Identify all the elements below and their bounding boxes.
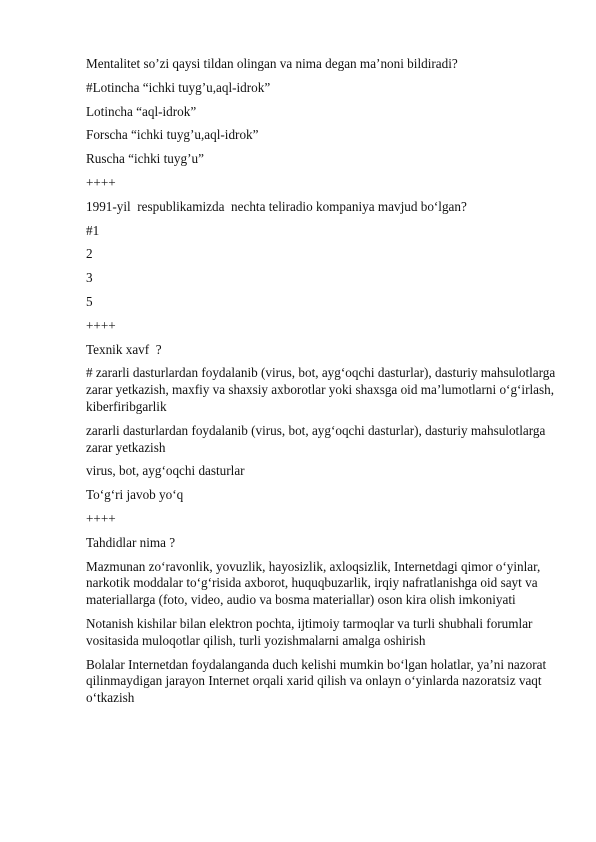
question-4-option: Mazmunan zo‘ravonlik, yovuzlik, hayosizlik, axloqsizlik, Internetdagi qimor o‘yinlar, narkotik moddalar to‘g‘risida axborot, huquqbuzarlik, irqiy nafratlanishga oid sayt va materiallarga (foto, video, audio va bosma materiallar) oson kira olish imkoniyati	[86, 558, 544, 608]
question-3-option: virus, bot, ayg‘oqchi dasturlar	[86, 463, 245, 479]
question-separator: ++++	[86, 317, 116, 333]
question-1-text: Mentalitet so’zi qaysi tildan olingan va nima degan ma’noni bildiradi?	[86, 56, 458, 71]
document-body	[86, 56, 559, 714]
question-2-text: 1991-yil respublikamizda nechta teliradio kompaniya mavjud bo‘lgan?	[86, 198, 467, 214]
question-4-text: Tahdidlar nima ?	[86, 534, 176, 550]
question-separator: ++++	[86, 174, 116, 190]
question-3-option: zararli dasturlardan foydalanib (virus, bot, ayg‘oqchi dasturlar), dasturiy mahsulotlarga zarar yetkazish	[86, 422, 549, 455]
question-2-correct-answer: #1	[86, 222, 100, 238]
question-2-option: 5	[86, 293, 93, 309]
question-4-option: Bolalar Internetdan foydalanganda duch kelishi mumkin bo‘lgan holatlar, ya’ni nazorat qilinmaydigan jarayon Internet orqali xarid qilish va onlayn o‘yinlarda nazoratsiz vaqt o‘tkazish	[86, 656, 550, 706]
question-4-option: Notanish kishilar bilan elektron pochta, ijtimoiy tarmoqlar va turli shubhali forumlar vositasida muloqotlar qilish, turli yozishmalarni amalga oshirish	[86, 615, 536, 648]
question-2-option: 2	[86, 246, 93, 262]
question-separator: ++++	[86, 510, 116, 526]
question-1-option: Forscha “ichki tuyg’u,aql-idrok”	[86, 127, 259, 143]
question-3-text: Texnik xavf ?	[86, 341, 162, 357]
question-3-option: To‘g‘ri javob yo‘q	[86, 487, 184, 503]
question-2-option: 3	[86, 270, 93, 286]
question-1-option: Lotincha “aql-idrok”	[86, 103, 197, 119]
question-1-option: Ruscha “ichki tuyg’u”	[86, 151, 204, 167]
question-3-correct-answer: # zararli dasturlardan foydalanib (virus, bot, ayg‘oqchi dasturlar), dasturiy mahsulotlarga zarar yetkazish, maxfiy va shaxsiy axborotlar yoki shaxsga oid ma’lumotlarni o‘g‘irlash, kiberfiribgarlik	[86, 365, 559, 414]
question-1-correct-answer: #Lotincha “ichki tuyg’u,aql-idrok”	[86, 79, 271, 95]
